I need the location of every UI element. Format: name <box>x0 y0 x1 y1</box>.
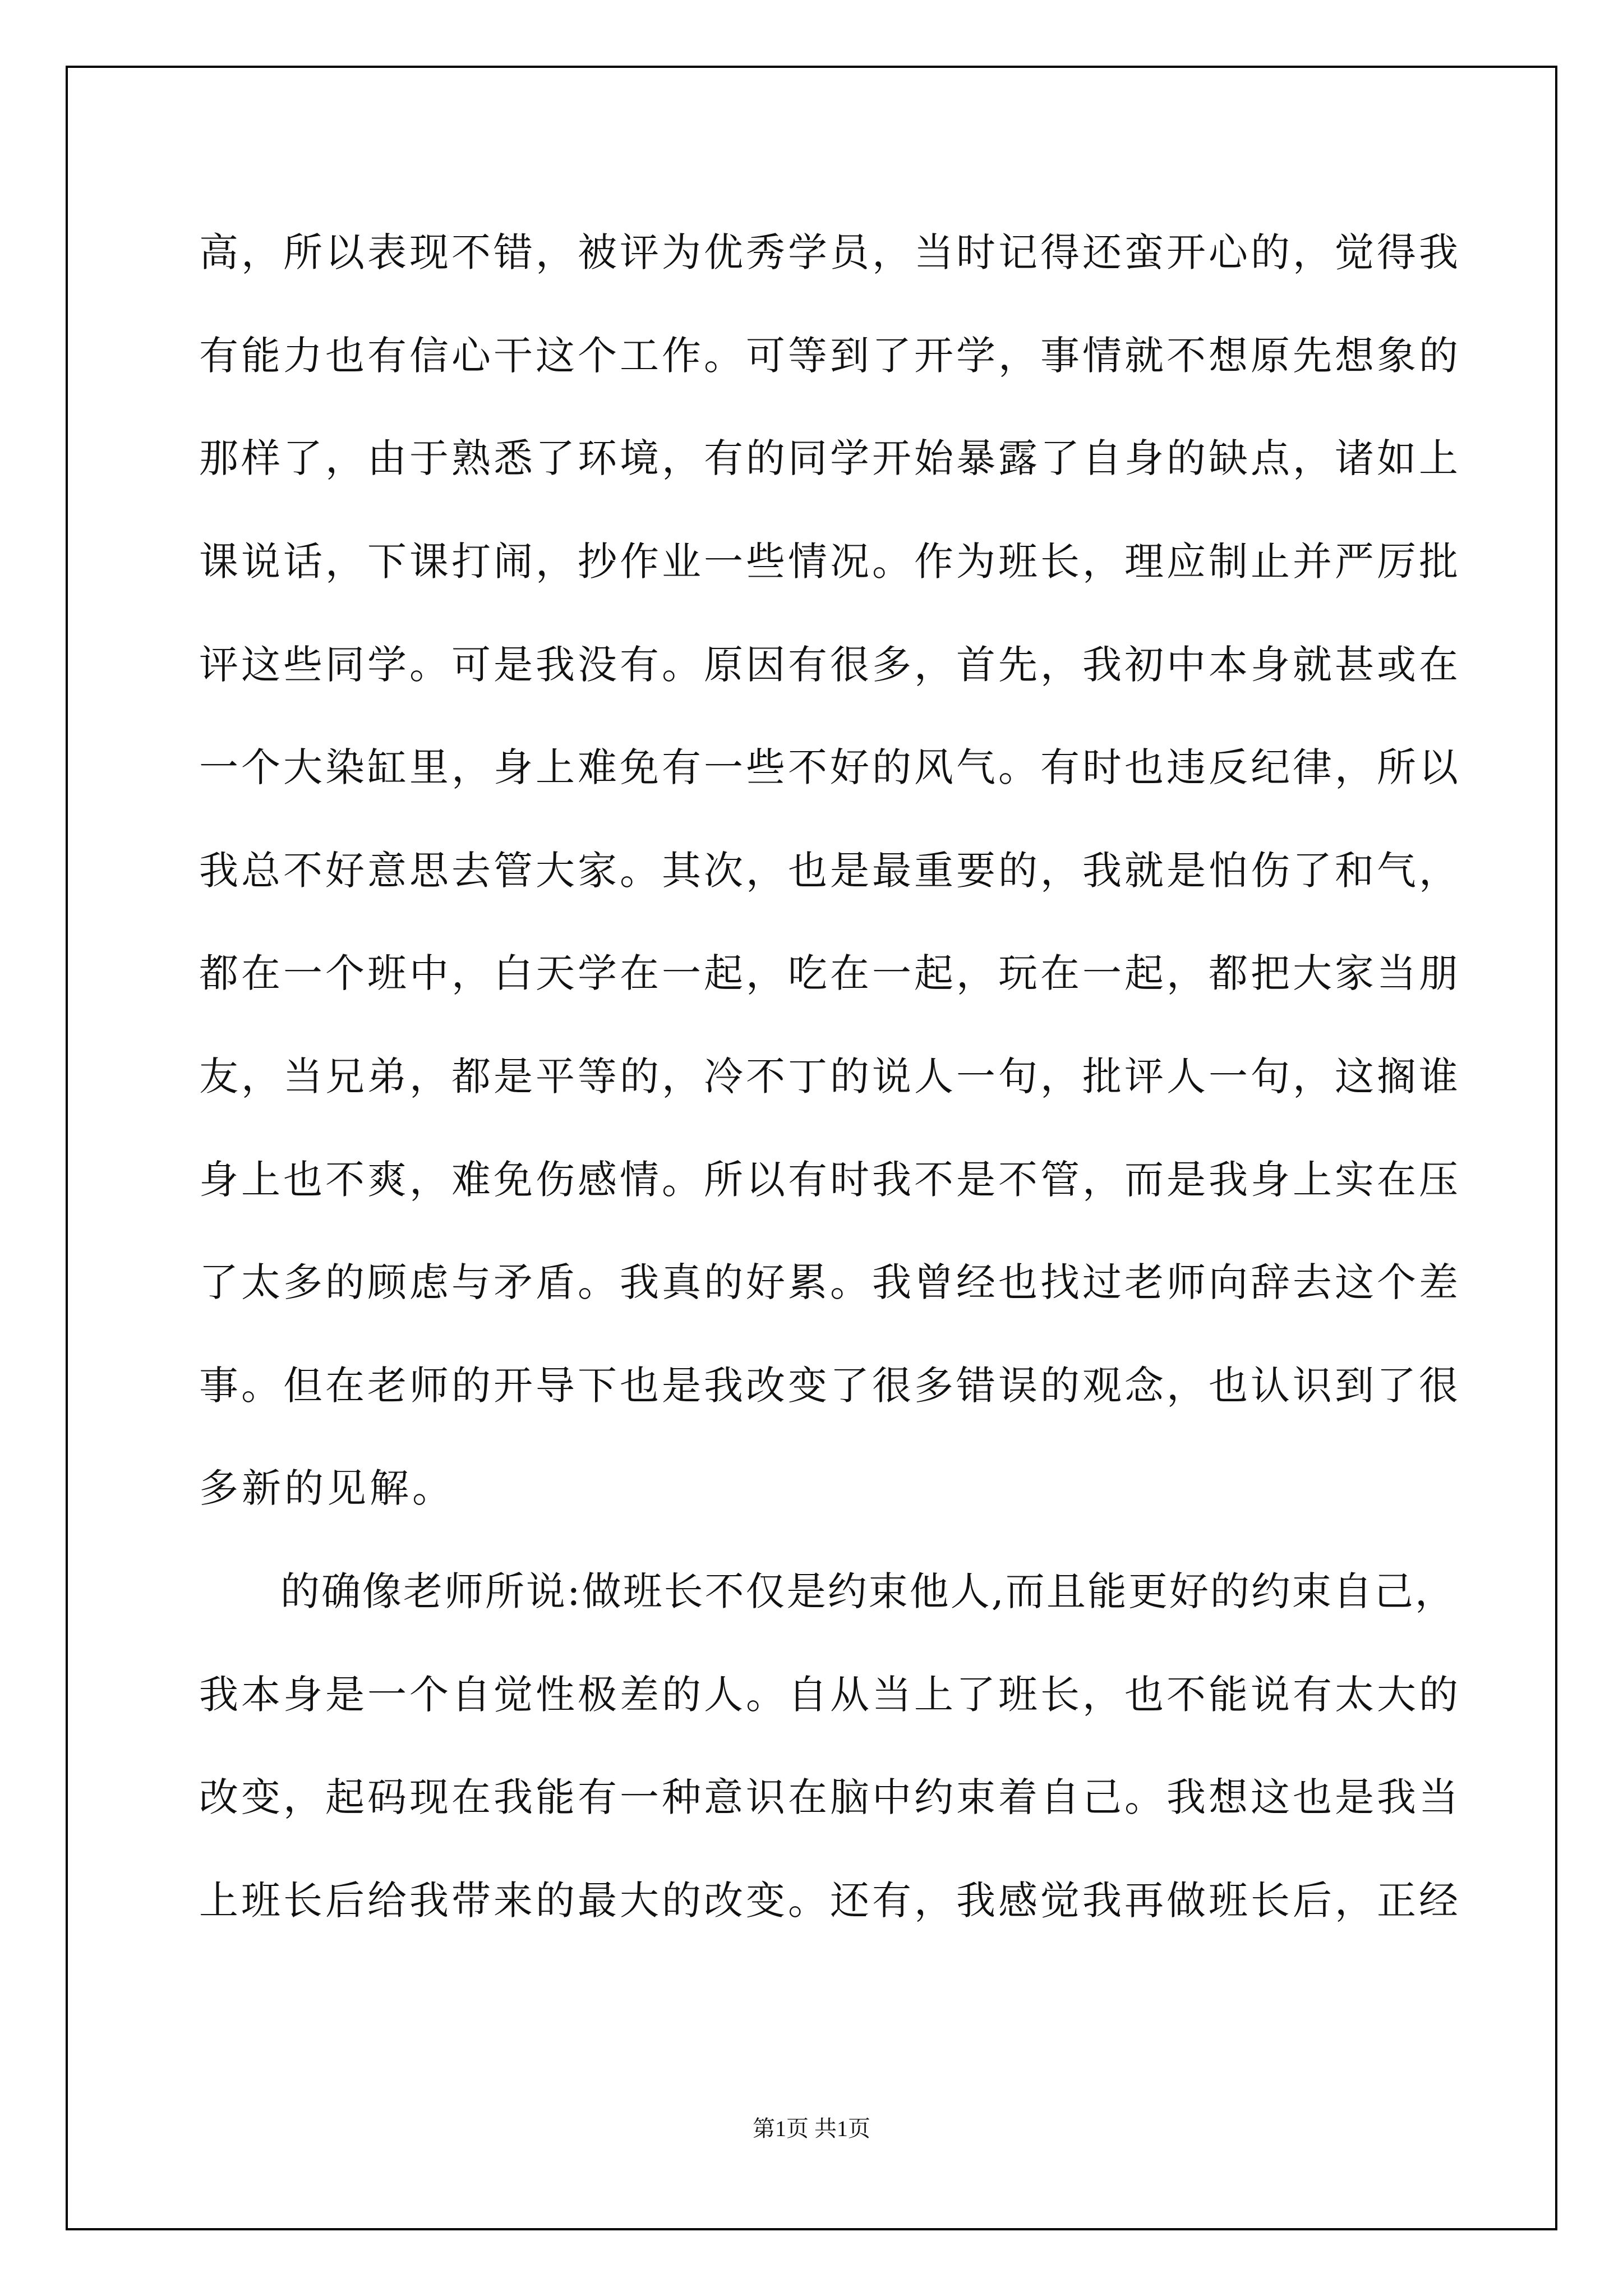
body-text-line: 有能力也有信心干这个工作。可等到了开学，事情就不想原先想象的 <box>199 333 1461 379</box>
paragraph-start-line: 的确像老师所说:做班长不仅是约束他人,而且能更好的约束自己， <box>280 1568 1456 1614</box>
page-number-footer: 第1页 共1页 <box>753 2116 870 2141</box>
body-text-line: 多新的见解。 <box>199 1465 455 1511</box>
body-text-line: 我本身是一个自觉性极差的人。自从当上了班长，也不能说有太大的 <box>199 1672 1461 1718</box>
body-text-line: 上班长后给我带来的最大的改变。还有，我感觉我再做班长后，正经 <box>199 1878 1461 1924</box>
body-text-line: 我总不好意思去管大家。其次，也是最重要的，我就是怕伤了和气， <box>199 848 1461 894</box>
body-text-line: 友，当兄弟，都是平等的，冷不丁的说人一句，批评人一句，这搁谁 <box>199 1053 1461 1099</box>
body-text-line: 都在一个班中，白天学在一起，吃在一起，玩在一起，都把大家当朋 <box>199 950 1461 996</box>
body-text-line: 高，所以表现不错，被评为优秀学员，当时记得还蛮开心的，觉得我 <box>199 229 1461 275</box>
body-text-line: 一个大染缸里，身上难免有一些不好的风气。有时也违反纪律，所以 <box>199 744 1461 790</box>
body-text-line: 改变，起码现在我能有一种意识在脑中约束着自己。我想这也是我当 <box>199 1774 1461 1820</box>
body-text-line: 了太多的顾虑与矛盾。我真的好累。我曾经也找过老师向辞去这个差 <box>199 1259 1461 1305</box>
body-text-line: 事。但在老师的开导下也是我改变了很多错误的观念，也认识到了很 <box>199 1363 1461 1409</box>
body-text-line: 身上也不爽，难免伤感情。所以有时我不是不管，而是我身上实在压 <box>199 1157 1461 1203</box>
body-text-line: 那样了，由于熟悉了环境，有的同学开始暴露了自身的缺点，诸如上 <box>199 435 1461 481</box>
body-text-line: 课说话，下课打闹，抄作业一些情况。作为班长，理应制止并严厉批 <box>199 539 1461 585</box>
body-text-line: 评这些同学。可是我没有。原因有很多，首先，我初中本身就甚或在 <box>199 642 1461 688</box>
